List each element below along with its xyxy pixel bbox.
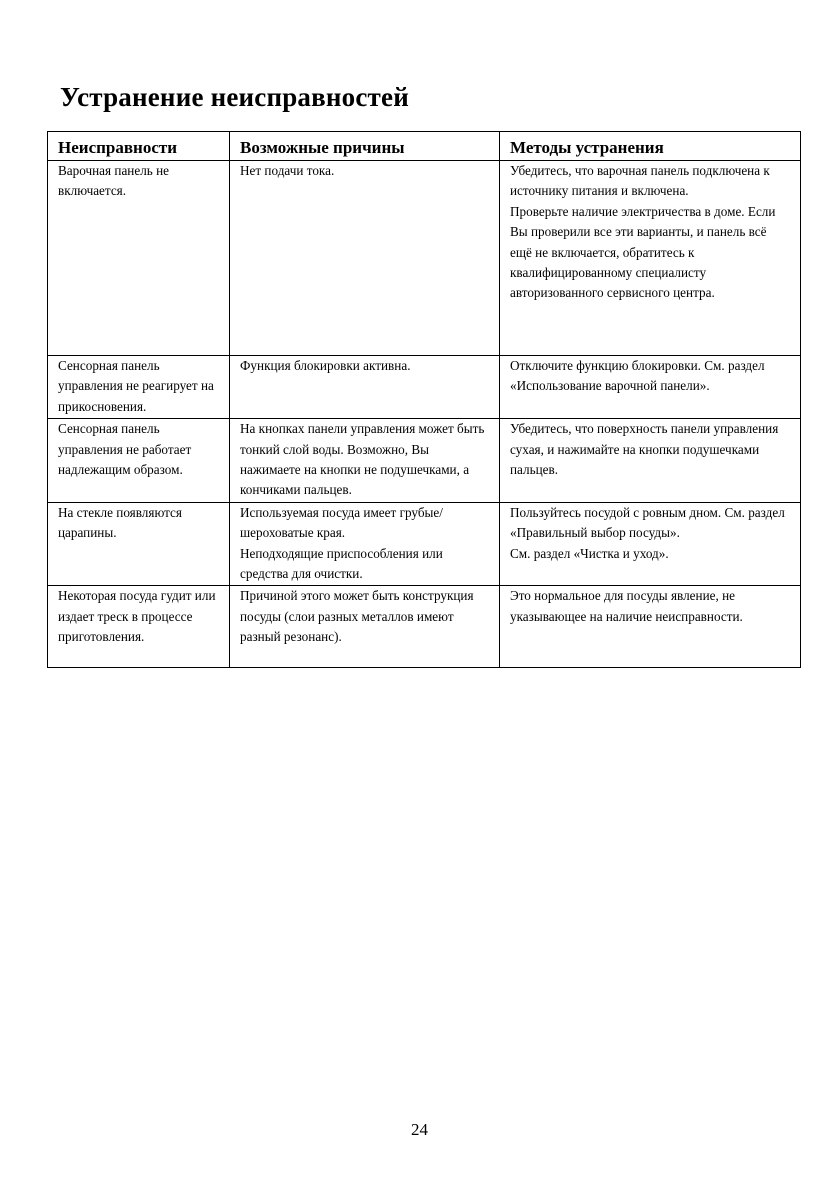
cause-cell: Нет подачи тока. xyxy=(230,161,500,356)
table-row xyxy=(48,419,801,503)
solution-cell: Пользуйтесь посудой с ровным дном. См. раздел «Правильный выбор посуды». См. раздел «Чистка и уход». xyxy=(500,502,801,586)
page-title: Устранение неисправностей xyxy=(60,82,409,112)
solution-cell: Убедитесь, что варочная панель подключена к источнику питания и включена. Проверьте наличие электричества в доме. Если Вы проверили все эти варианты, и панель всё ещё не включается, обратитесь к квалифицированному специалисту авторизованного сервисного центра. xyxy=(500,161,801,356)
problem-cell: На стекле появляются царапины. xyxy=(48,502,230,586)
cause-cell: Функция блокировки активна. xyxy=(230,356,500,419)
page-number: 24 xyxy=(411,1120,428,1139)
table-row xyxy=(48,161,801,356)
problem-cell: Сенсорная панель управления не реагирует на прикосновения. xyxy=(48,356,230,419)
header-causes: Возможные причины xyxy=(230,132,500,161)
table-header-row xyxy=(48,132,801,161)
cause-cell: Используемая посуда имеет грубые/шероховатые края. Неподходящие приспособления или средства для очистки. xyxy=(230,502,500,586)
solution-cell: Отключите функцию блокировки. См. раздел «Использование варочной панели». xyxy=(500,356,801,419)
table-row xyxy=(48,356,801,419)
problem-cell: Некоторая посуда гудит или издает треск в процессе приготовления. xyxy=(48,586,230,668)
cause-cell: Причиной этого может быть конструкция посуды (слои разных металлов имеют разный резонанс). xyxy=(230,586,500,668)
solution-cell: Убедитесь, что поверхность панели управления сухая, и нажимайте на кнопки подушечками пальцев. xyxy=(500,419,801,503)
header-problems: Неисправности xyxy=(48,132,230,161)
table-row xyxy=(48,502,801,586)
header-solutions: Методы устранения xyxy=(500,132,801,161)
table-row xyxy=(48,586,801,668)
troubleshooting-table xyxy=(47,131,801,668)
problem-cell: Сенсорная панель управления не работает надлежащим образом. xyxy=(48,419,230,503)
problem-cell: Варочная панель не включается. xyxy=(48,161,230,356)
cause-cell: На кнопках панели управления может быть тонкий слой воды. Возможно, Вы нажимаете на кнопки не подушечками, а кончиками пальцев. xyxy=(230,419,500,503)
solution-cell: Это нормальное для посуды явление, не указывающее на наличие неисправности. xyxy=(500,586,801,668)
